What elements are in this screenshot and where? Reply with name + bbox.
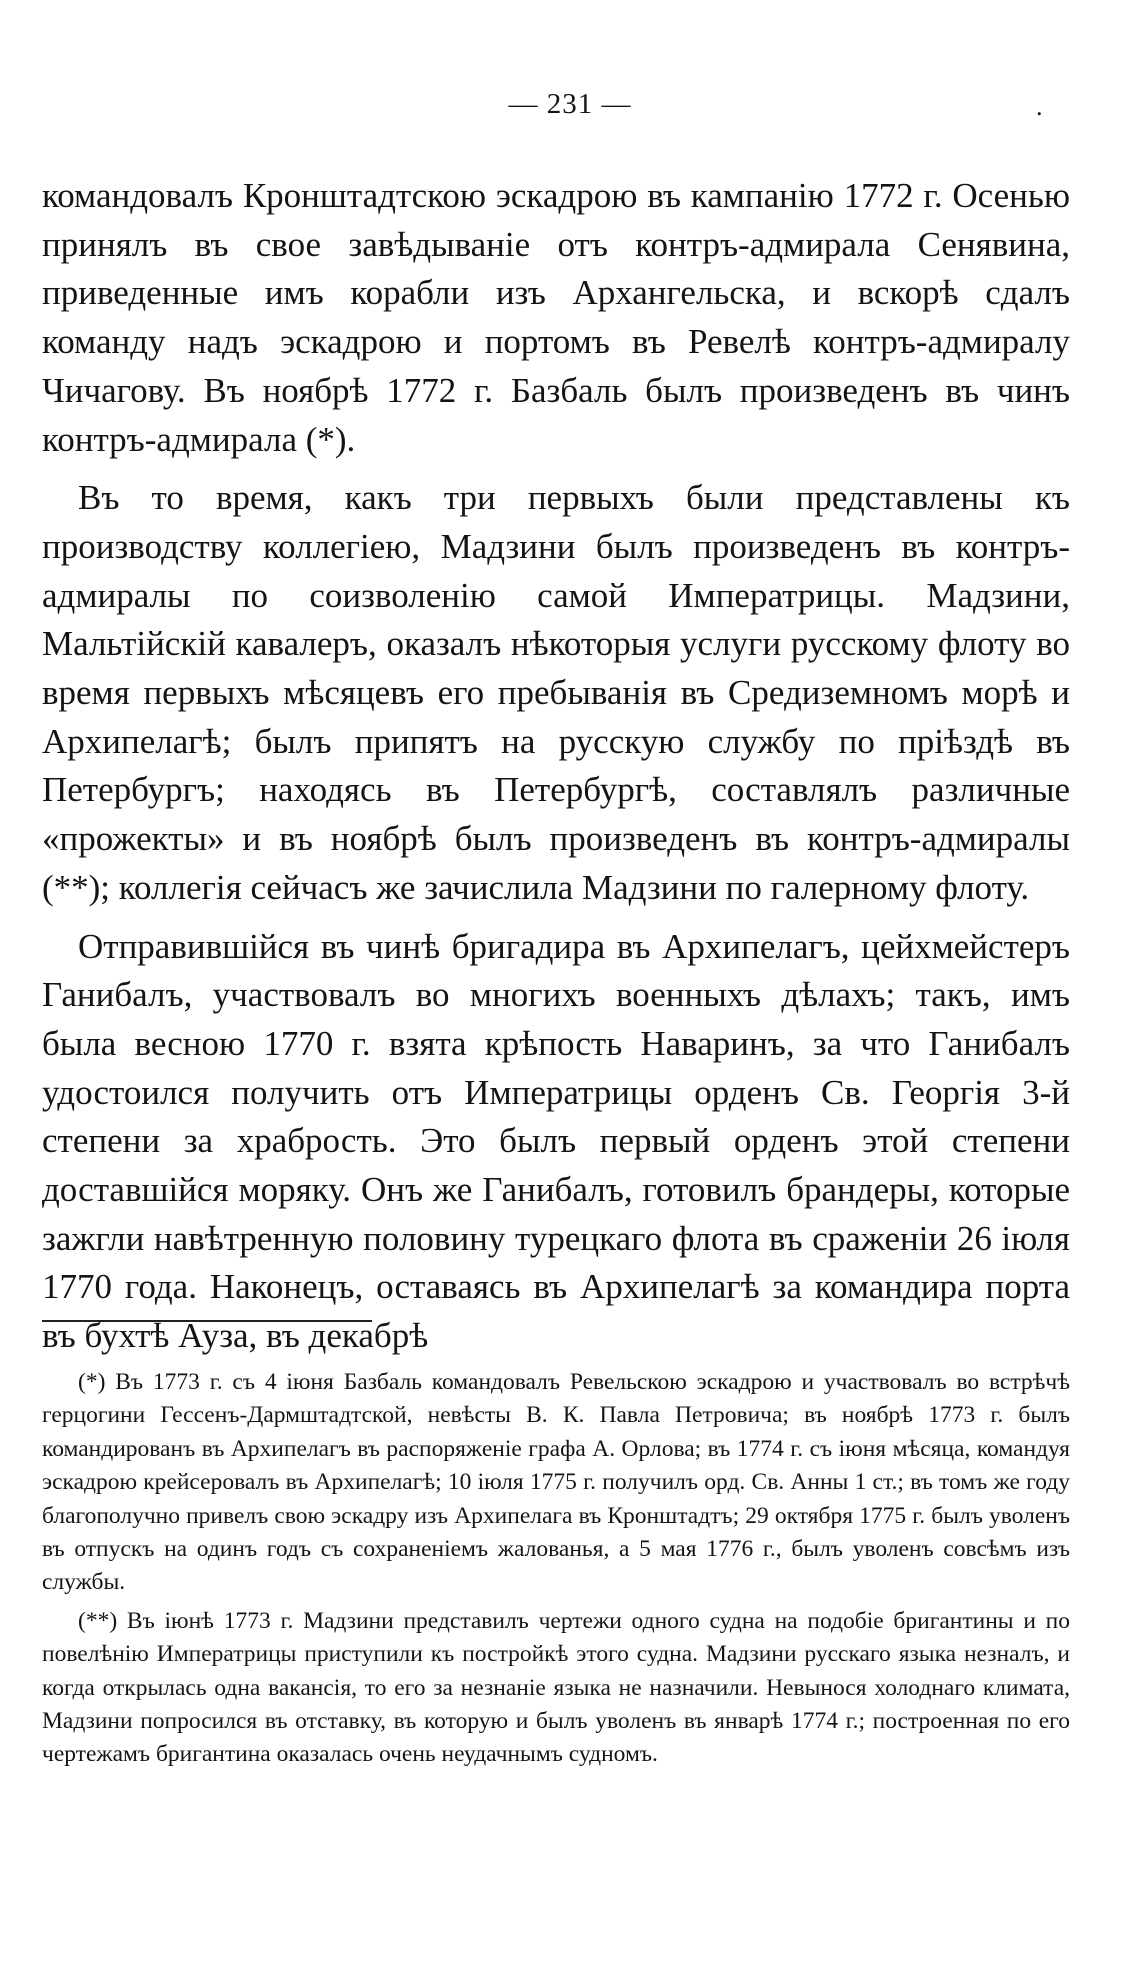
paragraph-madzini: Въ то время, какъ три первыхъ были представлены къ производству коллегіею, Мадзини былъ произведенъ въ контръ-адмиралы по соизволенію самой Императрицы. Мадзини, Мальтійскій кавалеръ, оказалъ нѣкоторыя услуги русскому флоту во время первыхъ мѣсяцевъ его пребыванія въ Средиземномъ морѣ и Архипелагѣ; былъ припятъ на русскую службу по пріѣздѣ въ Петербургъ; находясь въ Петербургѣ, составлялъ различные «прожекты» и въ ноябрѣ былъ произведенъ въ контръ-адмиралы (**); коллегія сейчасъ же зачислила Мадзини по галерному флоту.: [42, 478, 1070, 907]
paragraph-ganibal: Отправившійся въ чинѣ бригадира въ Архипелагъ, цейхмейстеръ Ганибалъ, участвовалъ во многихъ военныхъ дѣлахъ; такъ, имъ была весною 1770 г. взята крѣпость Наваринъ, за что Ганибалъ удостоился получить отъ Императрицы орденъ Св. Георгія 3-й степени за храбрость. Это былъ первый орденъ этой степени доставшійся моряку. Онъ же Ганибалъ, готовилъ брандеры, которые зажгли навѣтренную половину турецкаго флота въ сраженіи 26 іюля 1770 года. Наконецъ, оставаясь въ Архипелагѣ за командира порта въ бухтѣ Ауза, въ декабрѣ: [42, 926, 1070, 1356]
page-number: — 231 —: [508, 88, 632, 120]
footnotes: [42, 1366, 1070, 1777]
stray-mark: .: [1036, 92, 1043, 121]
footnote-separator: [42, 1320, 372, 1322]
main-text: [42, 172, 1070, 1371]
paragraph-continued: командовалъ Кронштадтскою эскадрою въ кампанію 1772 г. Осенью принялъ въ свое завѣдываніе отъ контръ-адмирала Сенявина, приведенные имъ корабли изъ Архангельска, и вскорѣ сдалъ команду надъ эскадрою и портомъ въ Ревелѣ контръ-адмиралу Чичагову. Въ ноябрѣ 1772 г. Базбаль былъ произведенъ въ чинъ контръ-адмирала (*).: [42, 176, 1070, 459]
footnote-2: (**) Въ іюнѣ 1773 г. Мадзини представилъ чертежи одного судна на подобіе бригантины и по повелѣнію Императрицы приступили къ постройкѣ этого судна. Мадзини русскаго языка незналъ, и когда открылась одна вакансія, то его за незнаніе языка не назначили. Невынося холоднаго климата, Мадзини попросился въ отставку, въ которую и былъ уволенъ въ январѣ 1774 г.; построенная по его чертежамъ бригантина оказалась очень неудачнымъ судномъ.: [42, 1607, 1070, 1768]
footnote-1: (*) Въ 1773 г. съ 4 іюня Базбаль командовалъ Ревельскою эскадрою и участвовалъ во встрѣчѣ герцогини Гессенъ-Дармштадтской, невѣсты В. К. Павла Петровича; въ ноябрѣ 1773 г. былъ командированъ въ Архипелагъ въ распоряженіе графа А. Орлова; въ 1774 г. съ іюня мѣсяца, командуя эскадрою крейсеровалъ въ Архипелагѣ; 10 іюля 1775 г. получилъ орд. Св. Анны 1 ст.; въ томъ же году благополучно привелъ свою эскадру изъ Архипелага въ Кронштадтъ; 29 октября 1775 г. былъ уволенъ въ отпускъ на одинъ годъ съ сохраненіемъ жалованья, а 5 мая 1776 г., былъ уволенъ совсѣмъ изъ службы.: [42, 1369, 1070, 1596]
